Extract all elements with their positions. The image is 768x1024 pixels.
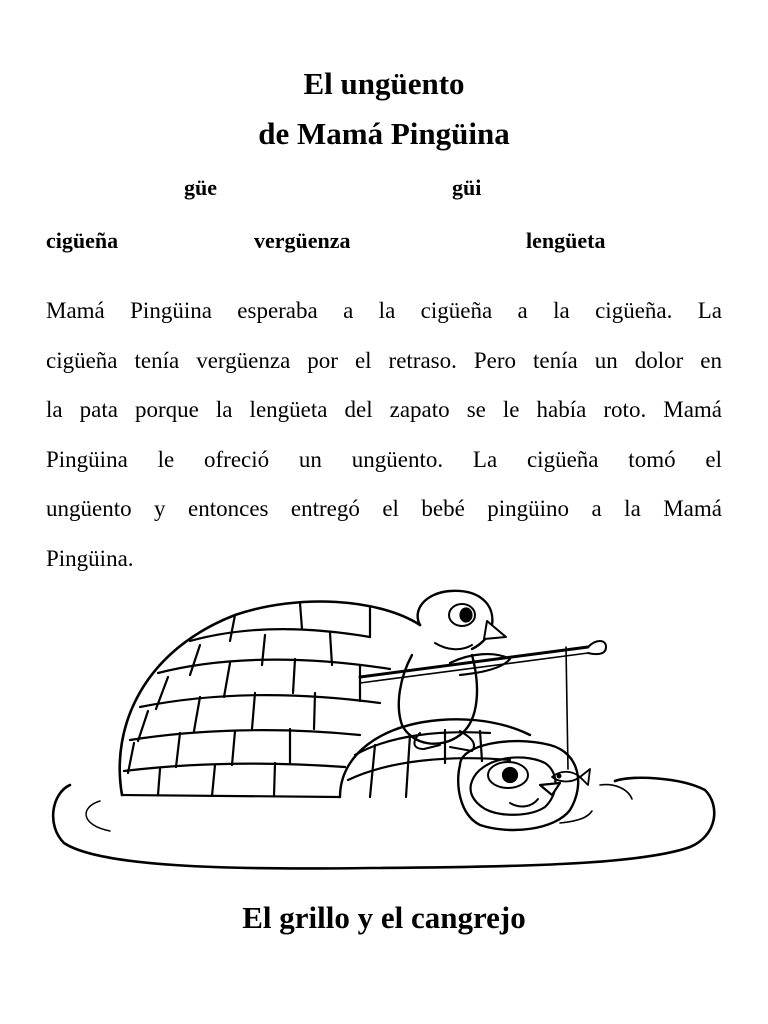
next-story-title: El grillo y el cangrejo bbox=[242, 900, 526, 935]
title-line-2: de Mamá Pingüina bbox=[258, 116, 510, 151]
story-line: ungüento y entonces entregó el bebé pingüino a la Mamá bbox=[46, 496, 722, 521]
syllable-gue: güe bbox=[184, 175, 217, 200]
vocab-word-ciguena: cigüeña bbox=[46, 228, 119, 253]
penguins-igloo-fishing-illustration bbox=[40, 585, 730, 880]
story-line: Mamá Pingüina esperaba a la cigüeña a la cigüeña. La bbox=[46, 298, 722, 323]
story-line: Pingüina le ofreció un ungüento. La cigüeña tomó el bbox=[46, 446, 722, 472]
vocab-word-lengueta: lengüeta bbox=[526, 228, 606, 253]
penguins-igloo-illustration bbox=[40, 585, 730, 885]
syllable-gui: güi bbox=[452, 175, 482, 200]
story-line: la pata porque la lengüeta del zapato se le había roto. Mamá bbox=[46, 397, 722, 422]
story-line: Pingüina. bbox=[46, 545, 134, 571]
story-line: cigüeña tenía vergüenza por el retraso. Pero tenía un dolor en bbox=[46, 347, 722, 373]
story-paragraph bbox=[46, 288, 722, 585]
title-line-1: El ungüento bbox=[303, 66, 465, 101]
vocab-word-verguenza: vergüenza bbox=[254, 228, 351, 253]
